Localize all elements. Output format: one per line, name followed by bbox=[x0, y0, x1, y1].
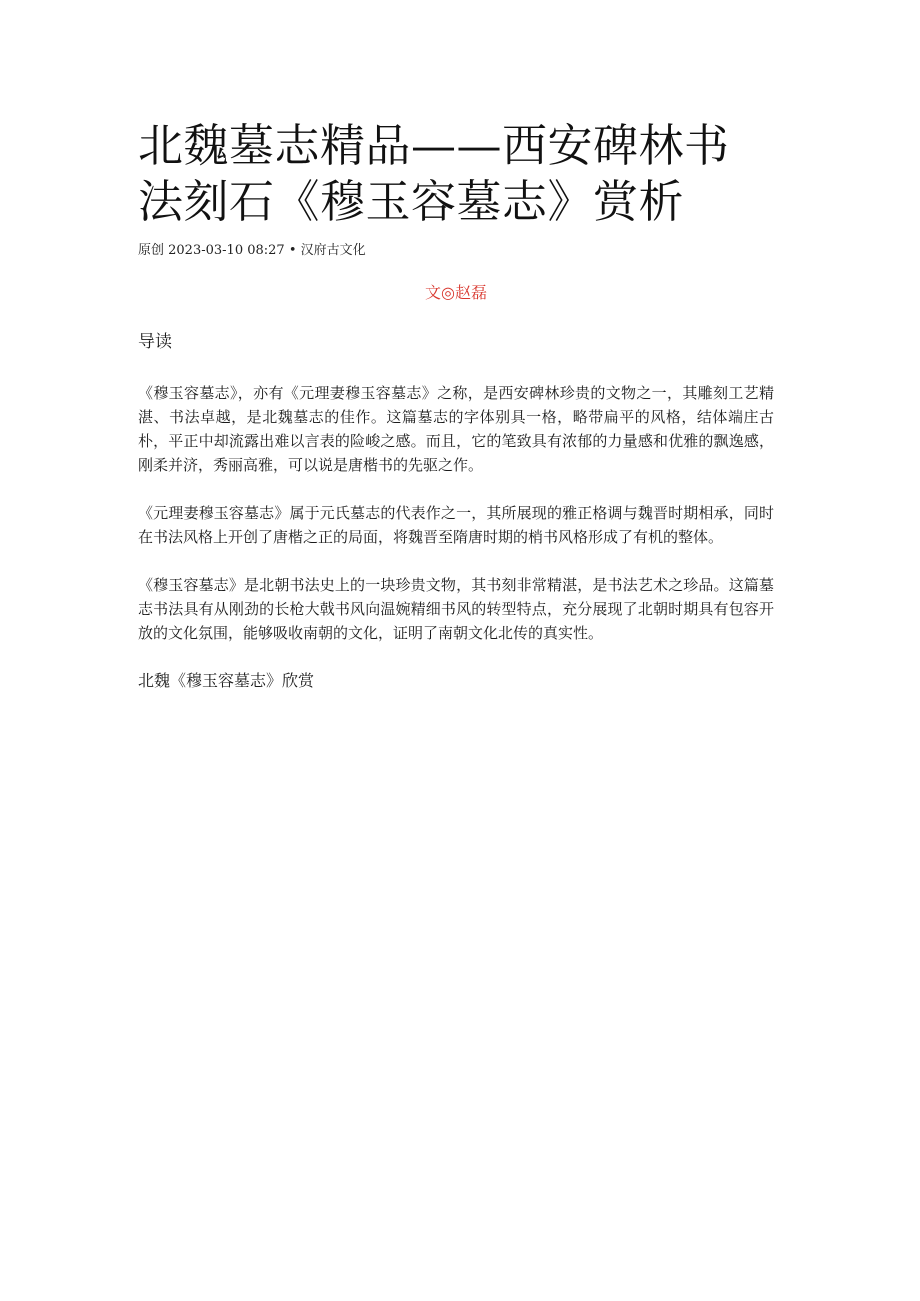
appreciation-heading: 北魏《穆玉容墓志》欣赏 bbox=[138, 671, 315, 690]
paragraph-1: 《穆玉容墓志》，亦有《元理妻穆玉容墓志》之称，是西安碑林珍贵的文物之一，其雕刻工艺精湛、书法卓越，是北魏墓志的佳作。这篇墓志的字体别具一格，略带扁平的风格，结体端庄古朴，平正中却流露出难以言表的险峻之感。而且，它的笔致具有浓郁的力量感和优雅的飘逸感，刚柔并济，秀丽高雅，可以说是唐楷书的先驱之作。 bbox=[138, 384, 774, 474]
paragraph-2: 《元理妻穆玉容墓志》属于元氏墓志的代表作之一，其所展现的雅正格调与魏晋时期相承，同时在书法风格上开创了唐楷之正的局面，将魏晋至隋唐时期的梢书风格形成了有机的整体。 bbox=[138, 504, 774, 546]
paragraph-3: 《穆玉容墓志》是北朝书法史上的一块珍贵文物，其书刻非常精湛，是书法艺术之珍品。这篇墓志书法具有从刚劲的长枪大戟书风向温婉精细书风的转型特点，充分展现了北朝时期具有包容开放的文化氛围，能够吸收南朝的文化，证明了南朝文化北传的真实性。 bbox=[138, 576, 774, 642]
author-line: 文◎赵磊 bbox=[425, 283, 487, 302]
article-page bbox=[138, 118, 774, 693]
article-title: 北魏墓志精品——西安碑林书法刻石《穆玉容墓志》赏析 bbox=[138, 119, 730, 228]
guide-heading: 导读 bbox=[138, 332, 172, 352]
article-meta: 原创 2023-03-10 08:27 • 汉府古文化 bbox=[138, 243, 366, 258]
